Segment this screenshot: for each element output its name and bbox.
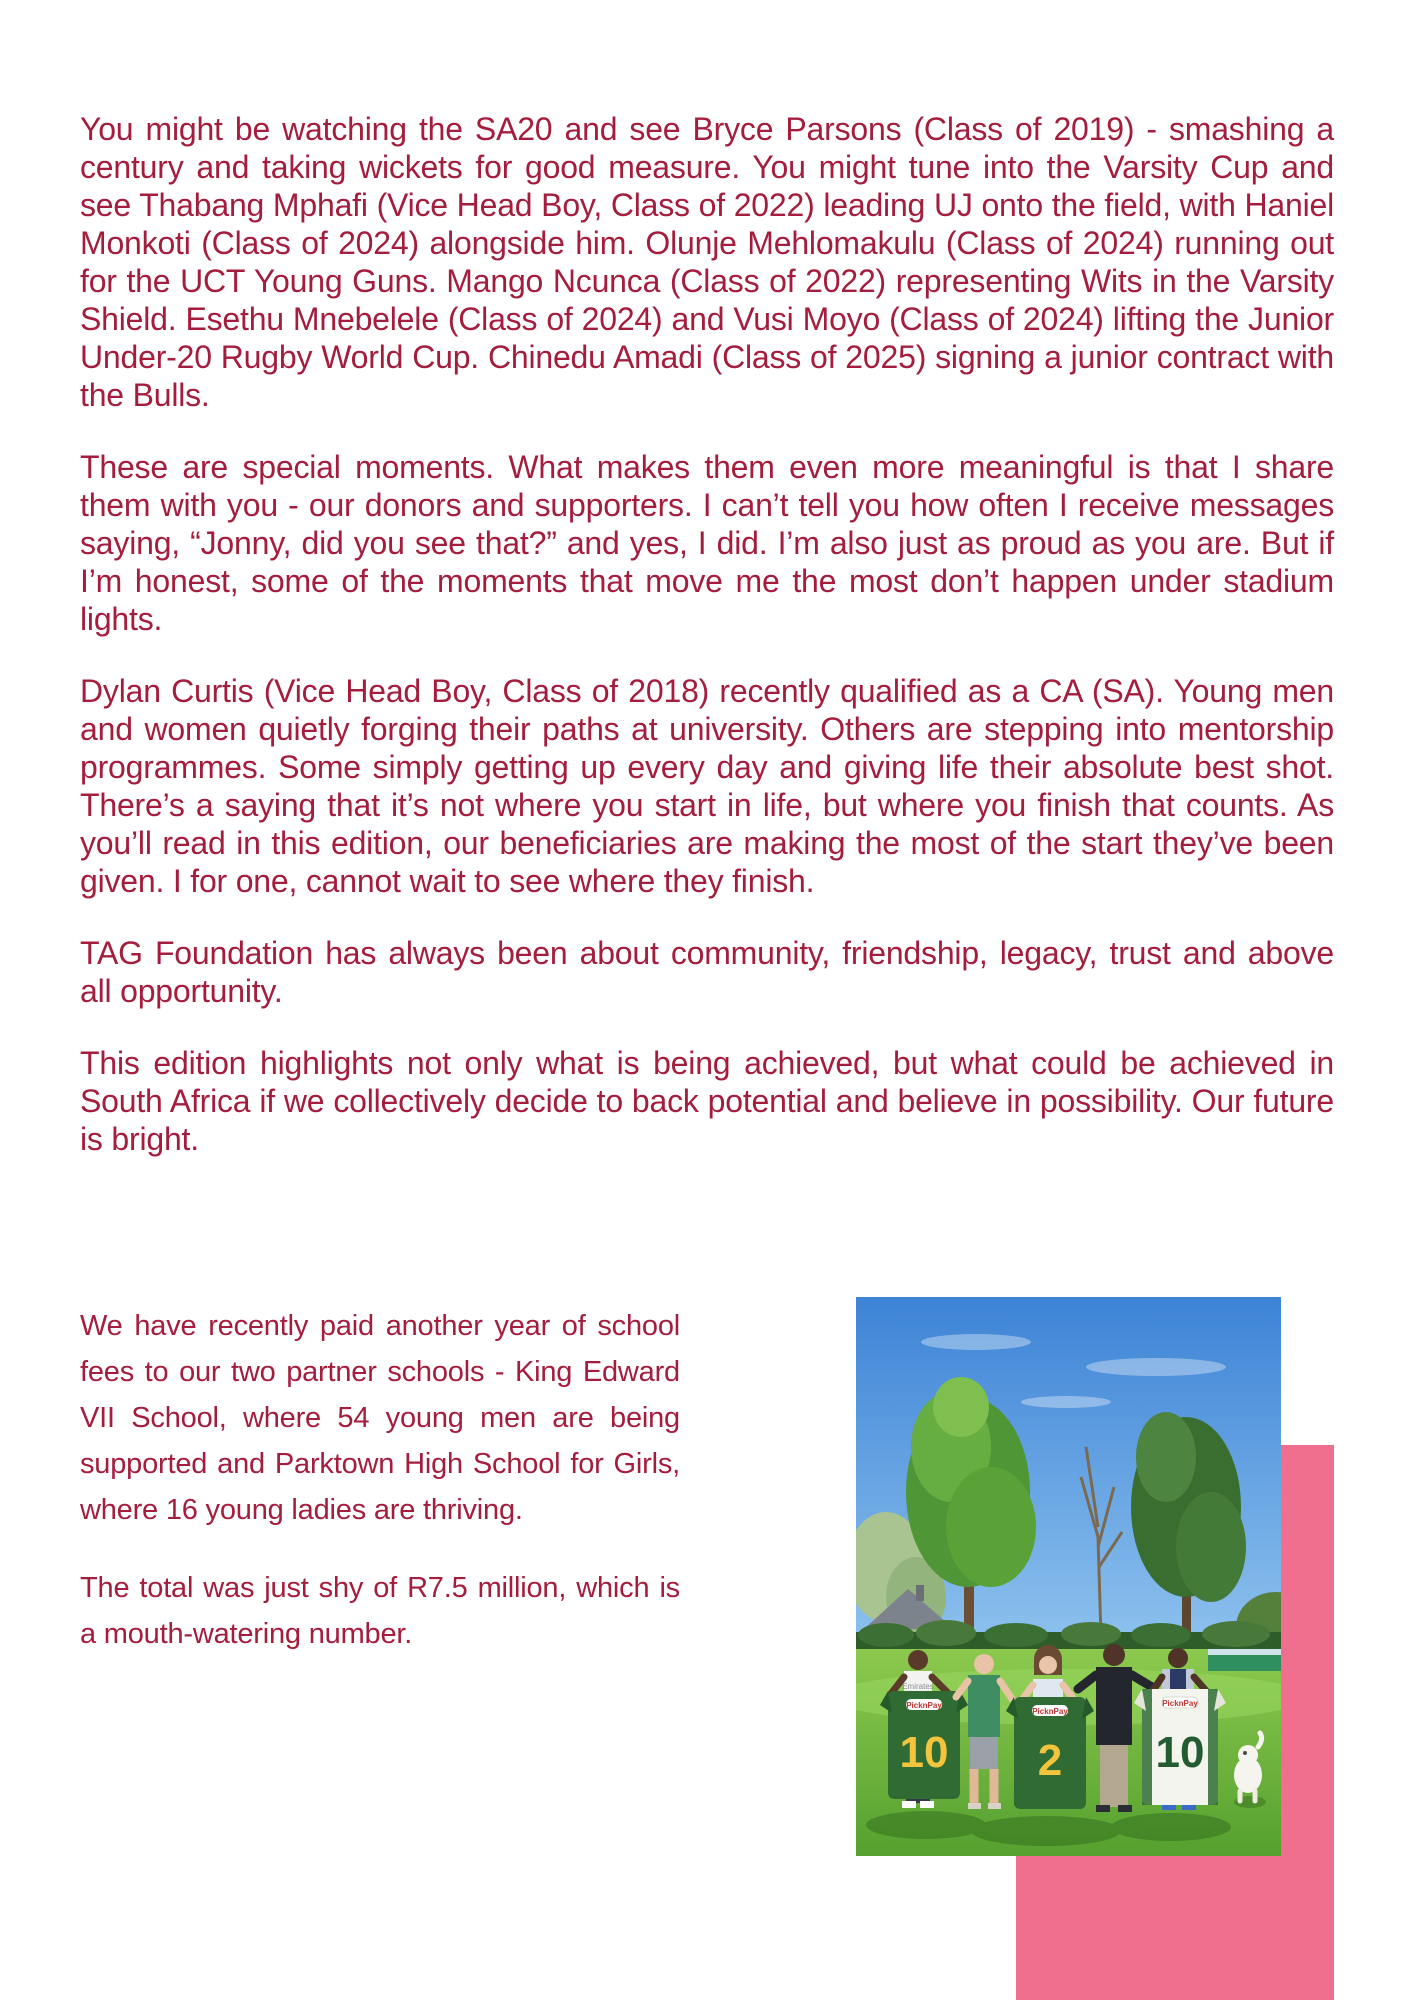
intro-paragraph-4: TAG Foundation has always been about community, friendship, legacy, trust and above all opportunity. — [80, 935, 1334, 1009]
jersey-sponsor-text: PicknPay — [1032, 1707, 1068, 1716]
pool-edge — [1208, 1649, 1281, 1671]
jersey-number: 2 — [1037, 1736, 1063, 1785]
intro-text-section — [80, 110, 1334, 1192]
school-fees-text-section — [80, 1303, 680, 1689]
group-photo-illustration — [856, 1297, 1281, 1856]
group-photo — [856, 1297, 1281, 1856]
shirt-brand-text: Emirates — [902, 1682, 934, 1691]
jersey-white-10 — [1134, 1689, 1226, 1805]
intro-paragraph-1: You might be watching the SA20 and see Bryce Parsons (Class of 2019) - smashing a century and taking wickets for good measure. You might tune into the Varsity Cup and see Thabang Mphafi (Vice Head Boy, Class of 2022) leading UJ onto the field, with Haniel Monkoti (Class of 2024) alongside him. Olunje Mehlomakulu (Class of 2024) running out for the UCT Young Guns. Mango Ncunca (Class of 2022) representing Wits in the Varsity Shield. Esethu Mnebelele (Class of 2024) and Vusi Moyo (Class of 2024) lifting the Junior Under-20 Rugby World Cup. Chinedu Amadi (Class of 2025) signing a junior contract with the Bulls. — [80, 111, 1334, 413]
jersey-number: 10 — [899, 1728, 949, 1777]
fees-paragraph-1: We have recently paid another year of school fees to our two partner schools - King Edward VII School, where 54 young men are being supported and Parktown High School for Girls, where 16 young ladies are thriving. — [80, 1310, 680, 1526]
jersey-sponsor-text: PicknPay — [1162, 1699, 1198, 1708]
jersey-green-10 — [880, 1691, 968, 1799]
intro-paragraph-2: These are special moments. What makes them even more meaningful is that I share them with you - our donors and supporters. I can’t tell you how often I receive messages saying, “Jonny, did you see that?” and yes, I did. I’m also just as proud as you are. But if I’m honest, some of the moments that move me the most don’t happen under stadium lights. — [80, 449, 1334, 637]
intro-paragraph-5: This edition highlights not only what is being achieved, but what could be achieved in South Africa if we collectively decide to back potential and believe in possibility. Our future is bright. — [80, 1045, 1334, 1157]
intro-paragraph-3: Dylan Curtis (Vice Head Boy, Class of 2018) recently qualified as a CA (SA). Young men and women quietly forging their paths at university. Others are stepping into mentorship programmes. Some simply getting up every day and giving life their absolute best shot. There’s a saying that it’s not where you start in life, but where you finish that counts. As you’ll read in this edition, our beneficiaries are making the most of the start they’ve been given. I for one, cannot wait to see where they finish. — [80, 673, 1334, 899]
fees-paragraph-2: The total was just shy of R7.5 million, which is a mouth-watering number. — [80, 1572, 680, 1650]
jersey-green-2 — [1006, 1697, 1094, 1809]
jersey-number: 10 — [1155, 1728, 1205, 1777]
jersey-sponsor-text: PicknPay — [906, 1701, 942, 1710]
